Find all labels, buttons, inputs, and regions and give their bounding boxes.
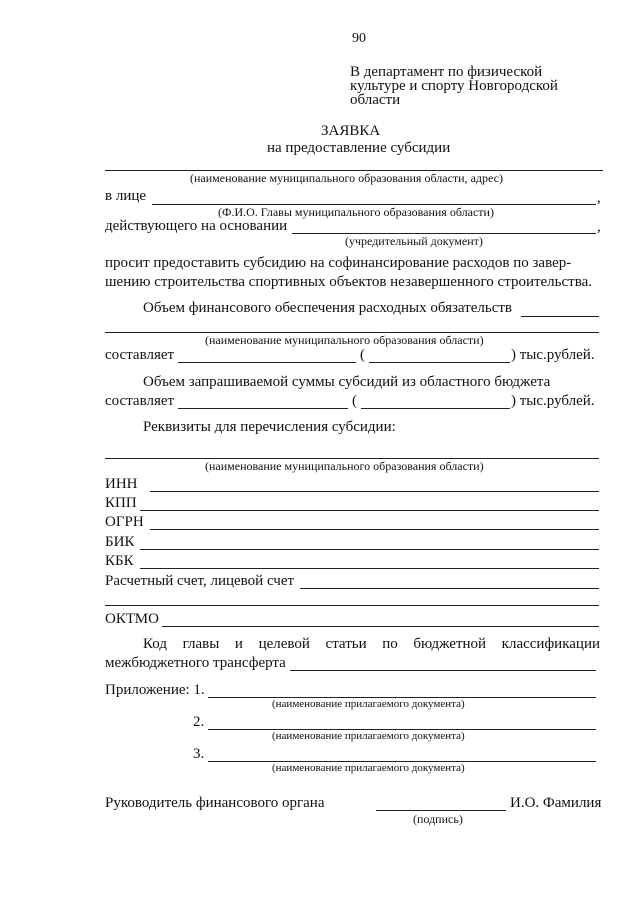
amount-words-field-1[interactable]: [369, 362, 510, 363]
label-oktmo: ОКТМО: [105, 611, 159, 627]
label-kpp: КПП: [105, 495, 137, 511]
oktmo-field[interactable]: [162, 626, 599, 627]
amount-digits-field-2[interactable]: [178, 408, 348, 409]
document-title: ЗАЯВКА: [321, 123, 381, 139]
code-line-2: межбюджетного трансферта: [105, 655, 286, 671]
label-inn: ИНН: [105, 476, 138, 492]
hint-municipality-1: (наименование муниципального образования области): [205, 333, 484, 347]
amount-digits-field-1[interactable]: [178, 362, 356, 363]
close-paren-rub-2: ) тыс.рублей.: [511, 393, 595, 409]
label-attachment: Приложение: 1.: [105, 682, 205, 698]
comma-1: ,: [597, 190, 601, 206]
ogrn-field[interactable]: [150, 529, 599, 530]
request-line-1: просит предоставить субсидию на софинансирование расходов по завер-: [105, 255, 572, 271]
label-attachment-2: 2.: [193, 714, 205, 730]
hint-attached-document-1: (наименование прилагаемого документа): [272, 698, 465, 710]
signature-field[interactable]: [376, 810, 506, 811]
hint-head-name: (Ф.И.О. Главы муниципального образования области): [218, 205, 494, 219]
hint-municipality-2: (наименование муниципального образования области): [205, 459, 484, 473]
budget-code-field[interactable]: [290, 670, 596, 671]
label-acting-basis: действующего на основании: [105, 218, 288, 234]
kpp-field[interactable]: [140, 510, 599, 511]
code-line-1: Код главы и целевой статьи по бюджетной классификации: [143, 636, 600, 652]
account-field-continued[interactable]: [105, 605, 599, 606]
request-line-2: шению строительства спортивных объектов незавершенного строительства.: [105, 274, 593, 290]
amount-words-field-2[interactable]: [361, 408, 510, 409]
open-paren-2: (: [352, 393, 357, 409]
requested-line-1: Объем запрашиваемой суммы субсидий из областного бюджета: [143, 374, 551, 390]
hint-attached-document-2: (наименование прилагаемого документа): [272, 730, 465, 742]
comma-2: ,: [597, 219, 601, 235]
page-number: 90: [352, 31, 366, 46]
inn-field[interactable]: [150, 491, 599, 492]
bik-field[interactable]: [140, 549, 599, 550]
label-amounts-to-1: составляет: [105, 347, 175, 363]
hint-municipality-address: (наименование муниципального образования области, адрес): [190, 171, 503, 185]
volume-financing-field[interactable]: [521, 316, 599, 317]
addressee-line-1: В департамент по физической: [350, 64, 543, 80]
document-subtitle: на предоставление субсидии: [267, 140, 451, 156]
label-volume-financing: Объем финансового обеспечения расходных обязательств: [143, 300, 513, 316]
label-attachment-3: 3.: [193, 746, 205, 762]
kbk-field[interactable]: [140, 568, 599, 569]
initials-surname: И.О. Фамилия: [510, 795, 602, 811]
open-paren-1: (: [360, 347, 365, 363]
label-bik: БИК: [105, 534, 135, 550]
label-head-financial-body: Руководитель финансового органа: [105, 795, 325, 811]
hint-signature: (подпись): [413, 812, 463, 826]
label-kbk: КБК: [105, 553, 134, 569]
label-ogrn: ОГРН: [105, 514, 144, 530]
label-amounts-to-2: составляет: [105, 393, 175, 409]
close-paren-rub-1: ) тыс.рублей.: [511, 347, 595, 363]
hint-founding-document: (учредительный документ): [345, 234, 483, 248]
label-account: Расчетный счет, лицевой счет: [105, 573, 295, 589]
account-field[interactable]: [300, 588, 599, 589]
details-heading: Реквизиты для перечисления субсидии:: [143, 419, 396, 435]
hint-attached-document-3: (наименование прилагаемого документа): [272, 762, 465, 774]
label-in-person: в лице: [105, 188, 147, 204]
addressee-line-3: области: [350, 92, 401, 108]
addressee-line-2: культуре и спорту Новгородской: [350, 78, 558, 94]
